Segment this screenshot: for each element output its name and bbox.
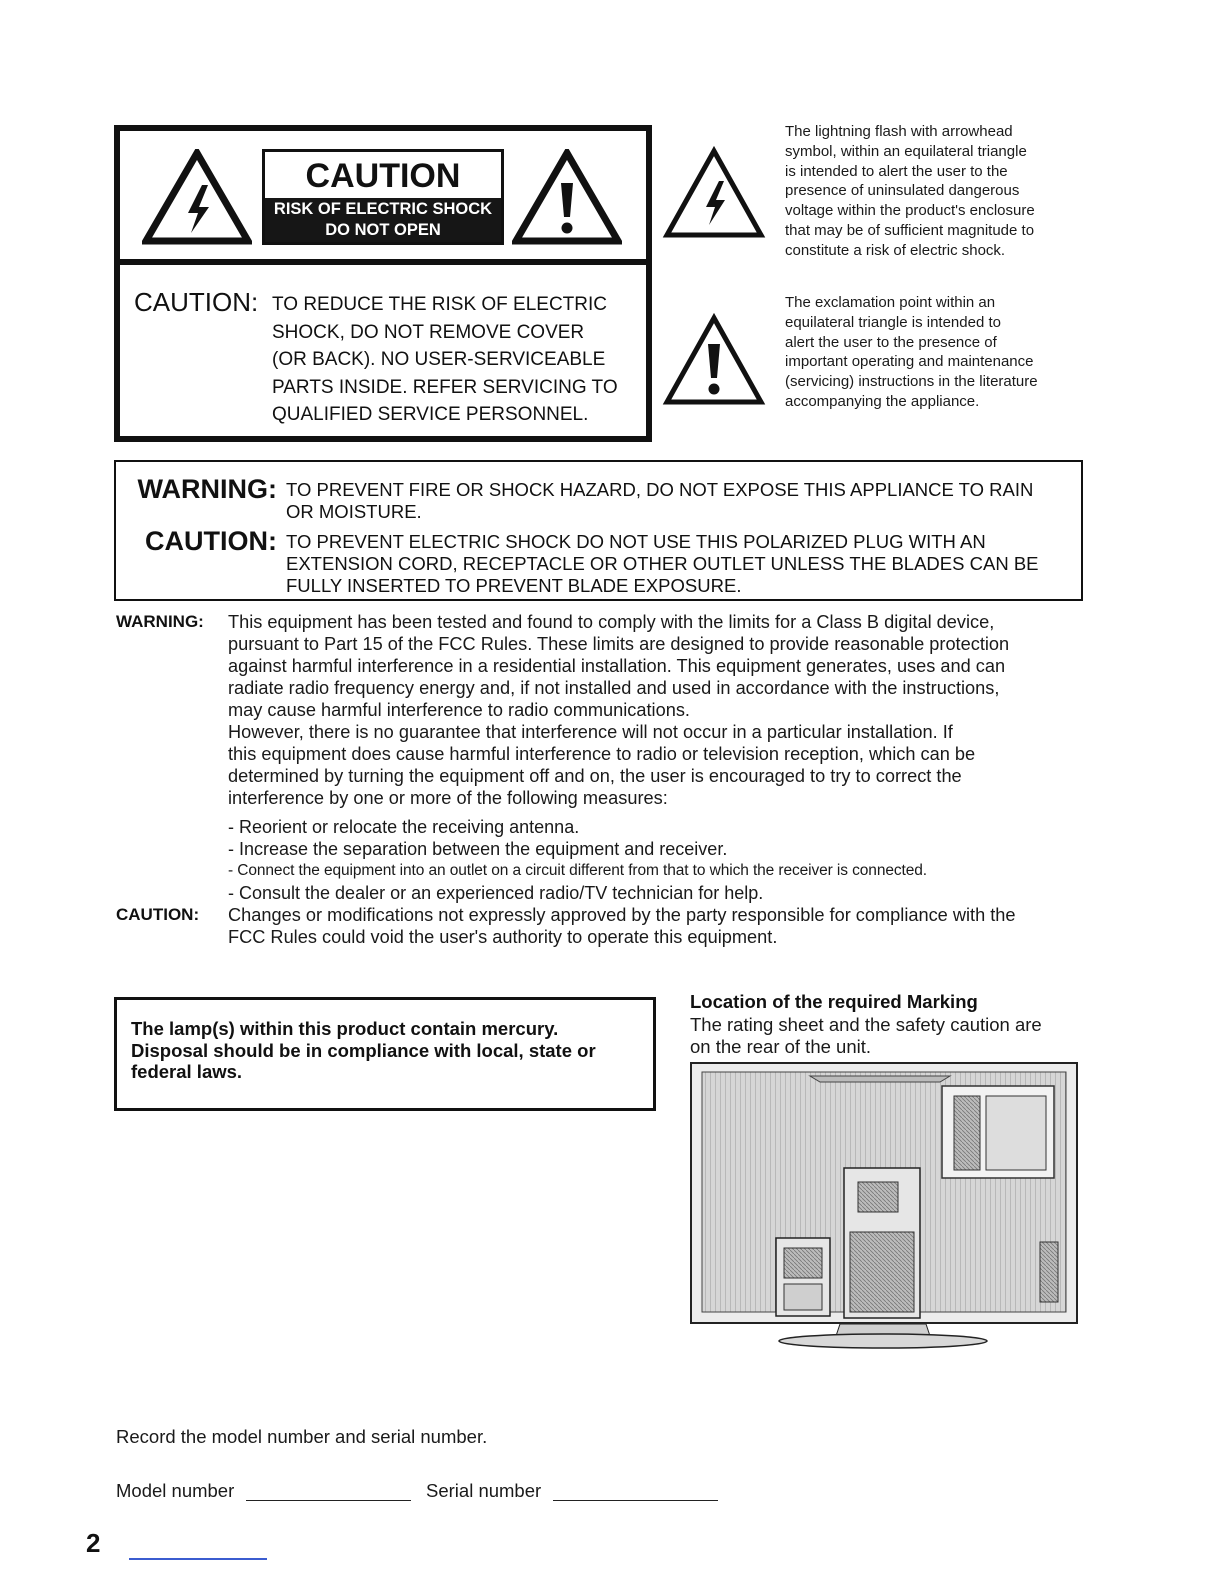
tv-rear-illustration [690,1062,1078,1352]
fcc-caution-text: Changes or modifications not expressly approved by the party responsible for compliance with the FCC Rules could void the user's authority to operate this equipment. [228,905,1016,947]
warning-heading: WARNING: [137,474,277,504]
location-text: The rating sheet and the safety caution are on the rear of the unit. [690,1014,1042,1057]
fcc-warning-label: WARNING: [116,612,204,631]
measure-item: - Connect the equipment into an outlet on a circuit different from that to which the receiver is connected. [228,862,927,879]
exclamation-symbol-icon [662,312,766,408]
serial-number-field[interactable] [553,1500,718,1501]
page-rule [129,1558,267,1560]
measure-item: - Reorient or relocate the receiving antenna. [228,817,580,837]
caution-label-top [120,131,646,265]
caution-text-2: TO PREVENT ELECTRIC SHOCK DO NOT USE THIS POLARIZED PLUG WITH AN EXTENSION CORD, RECEPTACLE OR OTHER OUTLET UNLESS THE BLADES CAN BE FULLY INSERTED TO PREVENT BLADE EXPOSURE. [286,531,1039,596]
lightning-triangle-icon [142,149,252,245]
caution-heading-2: CAUTION: [145,526,277,556]
caution-heading: CAUTION: [134,287,259,317]
serial-number-label: Serial number [426,1480,542,1501]
warning-text: TO PREVENT FIRE OR SHOCK HAZARD, DO NOT EXPOSE THIS APPLIANCE TO RAIN OR MOISTURE. [286,479,1034,522]
mercury-notice-box [114,997,656,1111]
record-instruction: Record the model number and serial number. [116,1426,488,1447]
exclamation-triangle-icon [512,149,622,245]
caution-banner-subtitle [265,198,501,242]
lightning-symbol-text: The lightning flash with arrowhead symbol, within an equilateral triangle is intended to alert the user to the presence of uninsulated dangerous voltage within the product's enclosure that may be of sufficient magnitude to constitute a risk of electric shock. [785,123,1035,259]
caution-banner-title: CAUTION [305,157,461,195]
caution-text: TO REDUCE THE RISK OF ELECTRIC SHOCK, DO NOT REMOVE COVER (OR BACK). NO USER-SERVICEABLE PARTS INSIDE. REFER SERVICING TO QUALIFIED SERVICE PERSONNEL. [272,294,618,425]
lightning-symbol-icon [662,145,766,241]
page-number: 2 [86,1528,101,1558]
fcc-caution-label: CAUTION: [116,905,200,924]
risk-of-shock-text: RISK OF ELECTRIC SHOCK [273,200,493,218]
caution-banner [262,149,504,245]
measure-item: - Consult the dealer or an experienced radio/TV technician for help. [228,883,764,903]
warning-box [114,460,1083,601]
mercury-notice-text: The lamp(s) within this product contain mercury. Disposal should be in compliance with local, state or federal laws. [131,1018,596,1082]
do-not-open-text: DO NOT OPEN [325,221,441,239]
model-number-label: Model number [116,1480,235,1501]
exclamation-symbol-text: The exclamation point within an equilateral triangle is intended to alert the user to the presence of important operating and maintenance (servicing) instructions in the literature accompanying the appliance. [785,294,1038,410]
measure-item: - Increase the separation between the equipment and receiver. [228,839,728,859]
location-title: Location of the required Marking [690,991,978,1012]
fcc-warning-text: This equipment has been tested and found to comply with the limits for a Class B digital device, pursuant to Part 15 of the FCC Rules. These limits are designed to provide reasonable protection against harmful interference in a residential installation. This equipment generates, uses and can radiate radio frequency energy and, if not installed and used in accordance with the instructions, may cause harmful interference to radio communications. However, there is no guarantee that interference will not occur in a particular installation. If this equipment does cause harmful interference to radio or television reception, which can be determined by turning the equipment off and on, the user is encouraged to try to correct the interference by one or more of the following measures: [228,612,1010,808]
model-number-field[interactable] [246,1500,411,1501]
caution-label [114,125,652,442]
